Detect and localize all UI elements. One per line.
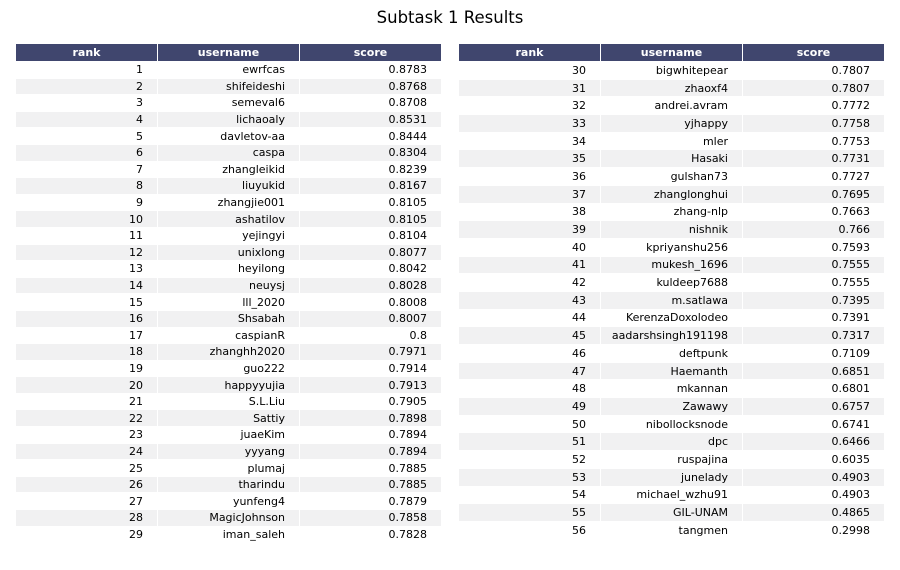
- table-row: [459, 504, 885, 522]
- table-row: [16, 111, 442, 128]
- table-row: [459, 451, 885, 469]
- username-cell: dpc: [601, 433, 743, 451]
- score-cell: 0.8077: [300, 244, 442, 261]
- rank-cell: 10: [16, 211, 158, 228]
- table-row: [459, 150, 885, 168]
- username-cell: zhanglonghui: [601, 185, 743, 203]
- rank-cell: 55: [459, 504, 601, 522]
- username-cell: m.satlawa: [601, 291, 743, 309]
- score-cell: 0.8783: [300, 62, 442, 79]
- username-cell: tharindu: [158, 476, 300, 493]
- rank-cell: 8: [16, 178, 158, 195]
- rank-cell: 23: [16, 427, 158, 444]
- chart-title: Subtask 1 Results: [376, 8, 524, 27]
- table-row: [459, 433, 885, 451]
- table-row: [16, 443, 442, 460]
- score-cell: 0.7317: [743, 327, 885, 345]
- table-row: [16, 493, 442, 510]
- score-cell: 0.8531: [300, 111, 442, 128]
- username-cell: happyyujia: [158, 377, 300, 394]
- table-row: [16, 78, 442, 95]
- table-row: [16, 310, 442, 327]
- rank-cell: 40: [459, 238, 601, 256]
- score-cell: 0.8007: [300, 310, 442, 327]
- rank-cell: 49: [459, 398, 601, 416]
- score-cell: 0.6757: [743, 398, 885, 416]
- score-cell: 0.7913: [300, 377, 442, 394]
- rank-cell: 37: [459, 185, 601, 203]
- rank-cell: 52: [459, 451, 601, 469]
- rank-cell: 43: [459, 291, 601, 309]
- rank-cell: 17: [16, 327, 158, 344]
- rank-cell: 12: [16, 244, 158, 261]
- results-table-left: [15, 43, 442, 543]
- rank-cell: 7: [16, 161, 158, 178]
- username-cell: shifeideshi: [158, 78, 300, 95]
- rank-cell: 41: [459, 256, 601, 274]
- table-row: [459, 203, 885, 221]
- username-cell: deftpunk: [601, 345, 743, 363]
- table-row: [16, 360, 442, 377]
- table-row: [16, 178, 442, 195]
- score-cell: 0.6035: [743, 451, 885, 469]
- username-cell: yejingyi: [158, 227, 300, 244]
- score-cell: 0.8104: [300, 227, 442, 244]
- username-cell: tangmen: [601, 521, 743, 539]
- username-cell: plumaj: [158, 460, 300, 477]
- rank-cell: 16: [16, 310, 158, 327]
- table-row: [459, 291, 885, 309]
- table-row: [459, 362, 885, 380]
- username-cell: ewrfcas: [158, 62, 300, 79]
- score-cell: 0.7727: [743, 168, 885, 186]
- rank-cell: 22: [16, 410, 158, 427]
- rank-cell: 34: [459, 132, 601, 150]
- username-cell: gulshan73: [601, 168, 743, 186]
- table-row: [16, 510, 442, 527]
- username-cell: guo222: [158, 360, 300, 377]
- username-cell: yyyang: [158, 443, 300, 460]
- username-cell: davletov-aa: [158, 128, 300, 145]
- rank-cell: 11: [16, 227, 158, 244]
- username-cell: andrei.avram: [601, 97, 743, 115]
- username-cell: zhanghh2020: [158, 344, 300, 361]
- username-cell: iman_saleh: [158, 526, 300, 543]
- table-row: [16, 227, 442, 244]
- table-row: [16, 95, 442, 112]
- table-row: [459, 398, 885, 416]
- score-cell: 0.7807: [743, 79, 885, 97]
- username-cell: lll_2020: [158, 294, 300, 311]
- username-cell: junelady: [601, 468, 743, 486]
- username-cell: heyilong: [158, 261, 300, 278]
- score-cell: 0.7391: [743, 309, 885, 327]
- table-row: [16, 244, 442, 261]
- table-row: [459, 274, 885, 292]
- username-cell: lichaoaly: [158, 111, 300, 128]
- rank-cell: 35: [459, 150, 601, 168]
- rank-cell: 2: [16, 78, 158, 95]
- username-cell: michael_wzhu91: [601, 486, 743, 504]
- score-cell: 0.7555: [743, 274, 885, 292]
- table-row: [16, 62, 442, 79]
- rank-cell: 31: [459, 79, 601, 97]
- username-cell: bigwhitepear: [601, 62, 743, 80]
- username-cell: liuyukid: [158, 178, 300, 195]
- rank-cell: 9: [16, 194, 158, 211]
- username-cell: ruspajina: [601, 451, 743, 469]
- table-row: [459, 468, 885, 486]
- score-cell: 0.7593: [743, 238, 885, 256]
- score-cell: 0.7885: [300, 476, 442, 493]
- username-cell: zhaoxf4: [601, 79, 743, 97]
- score-cell: 0.6741: [743, 415, 885, 433]
- username-cell: juaeKim: [158, 427, 300, 444]
- score-cell: 0.8: [300, 327, 442, 344]
- score-cell: 0.6466: [743, 433, 885, 451]
- rank-cell: 42: [459, 274, 601, 292]
- table-row: [16, 377, 442, 394]
- results-table-right: [458, 43, 885, 540]
- username-cell: aadarshsingh191198: [601, 327, 743, 345]
- table-row: [16, 410, 442, 427]
- score-cell: 0.7971: [300, 344, 442, 361]
- username-cell: KerenzaDoxolodeo: [601, 309, 743, 327]
- score-cell: 0.8042: [300, 261, 442, 278]
- table-row: [16, 128, 442, 145]
- rank-cell: 29: [16, 526, 158, 543]
- rank-cell: 5: [16, 128, 158, 145]
- username-cell: nishnik: [601, 221, 743, 239]
- username-cell: caspa: [158, 144, 300, 161]
- username-cell: S.L.Liu: [158, 393, 300, 410]
- table-row: [16, 211, 442, 228]
- username-cell: Haemanth: [601, 362, 743, 380]
- username-cell: GIL-UNAM: [601, 504, 743, 522]
- rank-cell: 24: [16, 443, 158, 460]
- rank-cell: 44: [459, 309, 601, 327]
- score-cell: 0.8028: [300, 277, 442, 294]
- rank-cell: 30: [459, 62, 601, 80]
- rank-cell: 46: [459, 345, 601, 363]
- column-header-rank: rank: [16, 44, 158, 62]
- score-cell: 0.8239: [300, 161, 442, 178]
- rank-cell: 32: [459, 97, 601, 115]
- score-cell: 0.8768: [300, 78, 442, 95]
- table-row: [16, 476, 442, 493]
- score-cell: 0.7914: [300, 360, 442, 377]
- username-cell: kpriyanshu256: [601, 238, 743, 256]
- column-header-rank: rank: [459, 44, 601, 62]
- score-cell: 0.8304: [300, 144, 442, 161]
- username-cell: caspianR: [158, 327, 300, 344]
- score-cell: 0.7555: [743, 256, 885, 274]
- username-cell: zhangjie001: [158, 194, 300, 211]
- rank-cell: 50: [459, 415, 601, 433]
- score-cell: 0.7894: [300, 443, 442, 460]
- score-cell: 0.4903: [743, 468, 885, 486]
- table-row: [459, 486, 885, 504]
- rank-cell: 18: [16, 344, 158, 361]
- table-row: [16, 393, 442, 410]
- score-cell: 0.4903: [743, 486, 885, 504]
- username-cell: neuysj: [158, 277, 300, 294]
- rank-cell: 48: [459, 380, 601, 398]
- username-cell: kuldeep7688: [601, 274, 743, 292]
- table-row: [16, 194, 442, 211]
- table-row: [459, 380, 885, 398]
- table-row: [16, 427, 442, 444]
- table-row: [459, 62, 885, 80]
- score-cell: 0.8105: [300, 194, 442, 211]
- rank-cell: 28: [16, 510, 158, 527]
- rank-cell: 15: [16, 294, 158, 311]
- table-row: [16, 460, 442, 477]
- score-cell: 0.7879: [300, 493, 442, 510]
- table-row: [459, 345, 885, 363]
- score-cell: 0.7885: [300, 460, 442, 477]
- rank-cell: 13: [16, 261, 158, 278]
- rank-cell: 27: [16, 493, 158, 510]
- username-cell: MagicJohnson: [158, 510, 300, 527]
- column-header-score: score: [300, 44, 442, 62]
- rank-cell: 25: [16, 460, 158, 477]
- score-cell: 0.6801: [743, 380, 885, 398]
- score-cell: 0.7109: [743, 345, 885, 363]
- score-cell: 0.7758: [743, 115, 885, 133]
- score-cell: 0.2998: [743, 521, 885, 539]
- score-cell: 0.8105: [300, 211, 442, 228]
- username-cell: mkannan: [601, 380, 743, 398]
- username-cell: mukesh_1696: [601, 256, 743, 274]
- score-cell: 0.8708: [300, 95, 442, 112]
- score-cell: 0.7898: [300, 410, 442, 427]
- score-cell: 0.7858: [300, 510, 442, 527]
- table-row: [459, 221, 885, 239]
- rank-cell: 56: [459, 521, 601, 539]
- username-cell: semeval6: [158, 95, 300, 112]
- score-cell: 0.7772: [743, 97, 885, 115]
- username-cell: zhangleikid: [158, 161, 300, 178]
- header-row: [459, 44, 885, 62]
- score-cell: 0.7807: [743, 62, 885, 80]
- username-cell: Hasaki: [601, 150, 743, 168]
- table-row: [459, 115, 885, 133]
- score-cell: 0.766: [743, 221, 885, 239]
- username-cell: zhang-nlp: [601, 203, 743, 221]
- rank-cell: 38: [459, 203, 601, 221]
- score-cell: 0.7894: [300, 427, 442, 444]
- rank-cell: 20: [16, 377, 158, 394]
- rank-cell: 21: [16, 393, 158, 410]
- score-cell: 0.8167: [300, 178, 442, 195]
- rank-cell: 39: [459, 221, 601, 239]
- username-cell: mler: [601, 132, 743, 150]
- score-cell: 0.7828: [300, 526, 442, 543]
- username-cell: Zawawy: [601, 398, 743, 416]
- table-row: [16, 261, 442, 278]
- rank-cell: 6: [16, 144, 158, 161]
- username-cell: Shsabah: [158, 310, 300, 327]
- table-row: [16, 327, 442, 344]
- table-row: [459, 238, 885, 256]
- table-row: [459, 185, 885, 203]
- rank-cell: 45: [459, 327, 601, 345]
- score-cell: 0.4865: [743, 504, 885, 522]
- table-row: [459, 79, 885, 97]
- rank-cell: 14: [16, 277, 158, 294]
- score-cell: 0.8444: [300, 128, 442, 145]
- table-row: [459, 132, 885, 150]
- table-row: [459, 256, 885, 274]
- table-row: [16, 144, 442, 161]
- rank-cell: 36: [459, 168, 601, 186]
- rank-cell: 1: [16, 62, 158, 79]
- rank-cell: 53: [459, 468, 601, 486]
- score-cell: 0.7731: [743, 150, 885, 168]
- table-row: [459, 415, 885, 433]
- column-header-username: username: [158, 44, 300, 62]
- rank-cell: 3: [16, 95, 158, 112]
- table-row: [459, 309, 885, 327]
- username-cell: yunfeng4: [158, 493, 300, 510]
- score-cell: 0.6851: [743, 362, 885, 380]
- rank-cell: 51: [459, 433, 601, 451]
- username-cell: Sattiy: [158, 410, 300, 427]
- table-row: [16, 344, 442, 361]
- table-row: [16, 526, 442, 543]
- table-row: [459, 327, 885, 345]
- rank-cell: 54: [459, 486, 601, 504]
- username-cell: unixlong: [158, 244, 300, 261]
- table-row: [16, 294, 442, 311]
- table-row: [16, 161, 442, 178]
- table-row: [459, 97, 885, 115]
- rank-cell: 47: [459, 362, 601, 380]
- rank-cell: 19: [16, 360, 158, 377]
- table-row: [16, 277, 442, 294]
- username-cell: ashatilov: [158, 211, 300, 228]
- rank-cell: 33: [459, 115, 601, 133]
- rank-cell: 26: [16, 476, 158, 493]
- score-cell: 0.7905: [300, 393, 442, 410]
- score-cell: 0.7395: [743, 291, 885, 309]
- username-cell: yjhappy: [601, 115, 743, 133]
- username-cell: nibollocksnode: [601, 415, 743, 433]
- score-cell: 0.8008: [300, 294, 442, 311]
- column-header-username: username: [601, 44, 743, 62]
- score-cell: 0.7753: [743, 132, 885, 150]
- table-row: [459, 168, 885, 186]
- score-cell: 0.7663: [743, 203, 885, 221]
- column-header-score: score: [743, 44, 885, 62]
- rank-cell: 4: [16, 111, 158, 128]
- table-row: [459, 521, 885, 539]
- header-row: [16, 44, 442, 62]
- score-cell: 0.7695: [743, 185, 885, 203]
